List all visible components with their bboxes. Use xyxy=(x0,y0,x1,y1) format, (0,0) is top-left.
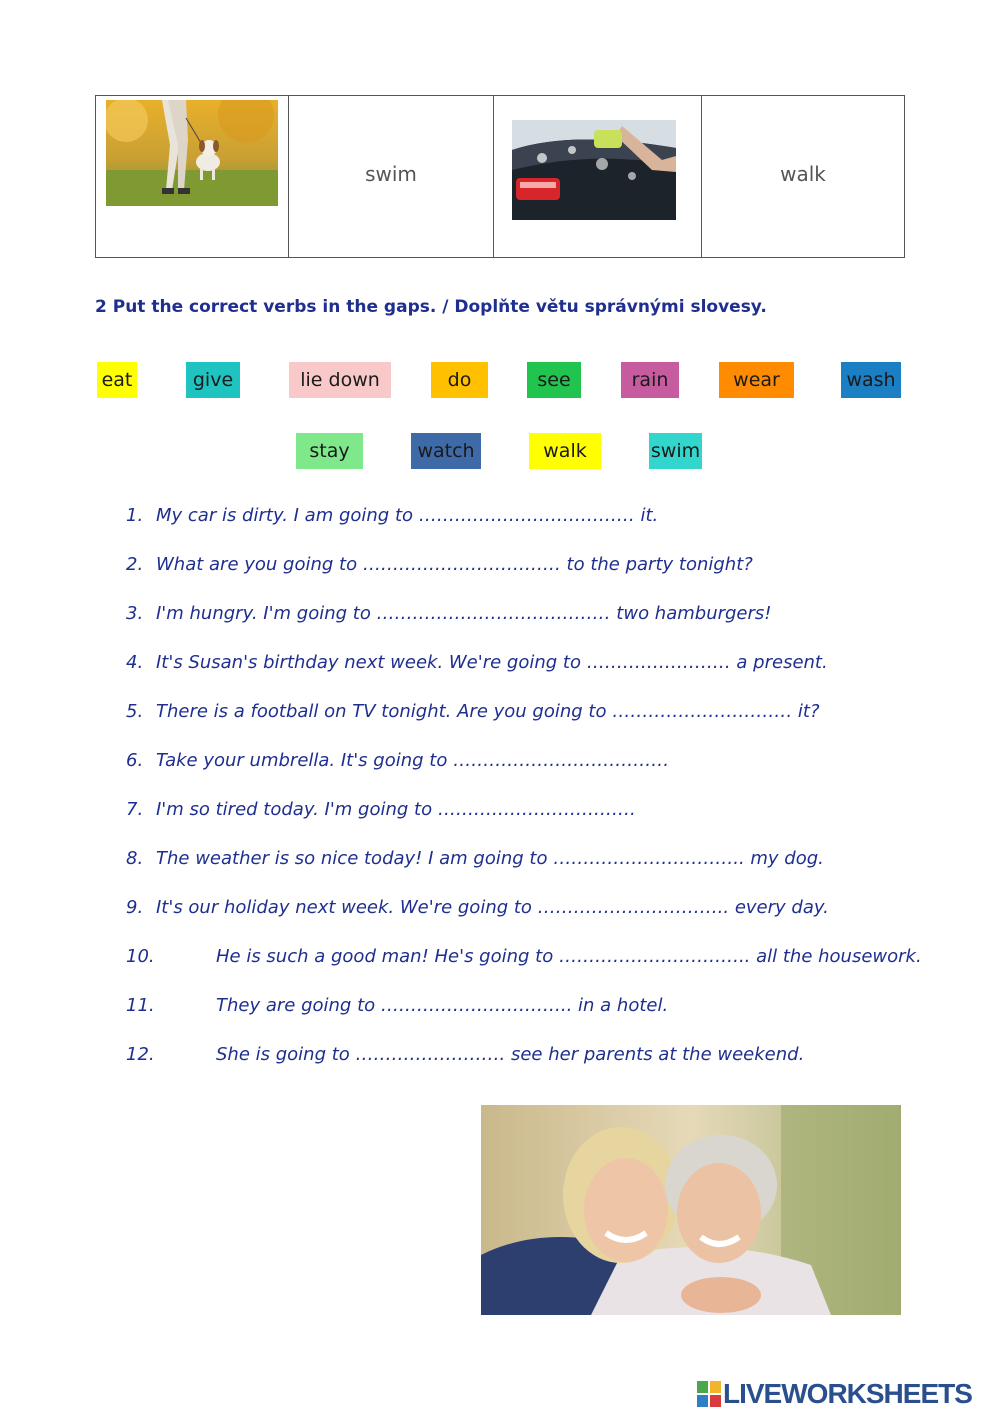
exercise-number: 3. xyxy=(126,603,144,624)
word-chip-wear[interactable]: wear xyxy=(719,362,794,398)
exercise-item xyxy=(126,995,986,1044)
dog-walking-image xyxy=(106,100,278,206)
exercise-number: 2. xyxy=(126,554,144,575)
women-hugging-photo xyxy=(481,1105,901,1315)
word-chip-wash[interactable]: wash xyxy=(841,362,901,398)
exercise-sentence[interactable]: There is a football on TV tonight. Are you going to ………………………… it? xyxy=(156,701,820,722)
logo-text: LIVEWORKSHEETS xyxy=(723,1378,972,1409)
word-chip-eat[interactable]: eat xyxy=(97,362,137,398)
exercise-item xyxy=(126,554,986,603)
exercise-number: 4. xyxy=(126,652,144,673)
table-cell-word-2 xyxy=(702,96,904,257)
exercise-sentence[interactable]: I'm so tired today. I'm going to …………………………… xyxy=(156,799,636,820)
word-chip-stay[interactable]: stay xyxy=(296,433,363,469)
exercise-sentence[interactable]: I'm hungry. I'm going to ………………………………… two hamburgers! xyxy=(156,603,772,624)
exercise-list xyxy=(126,505,986,1093)
exercise-item xyxy=(126,897,986,946)
exercise-sentence[interactable]: It's our holiday next week. We're going to ………………………….. every day. xyxy=(156,897,829,918)
word-chip-watch[interactable]: watch xyxy=(411,433,481,469)
exercise-number: 10. xyxy=(126,946,155,967)
word-chip-swim[interactable]: swim xyxy=(649,433,702,469)
logo-mark-icon xyxy=(697,1381,721,1407)
word-chip-walk[interactable]: walk xyxy=(529,433,601,469)
picture-table xyxy=(95,95,905,258)
exercise-number: 6. xyxy=(126,750,144,771)
exercise-item xyxy=(126,799,986,848)
exercise-item xyxy=(126,946,986,995)
cell-word-walk: walk xyxy=(780,162,826,186)
exercise-item xyxy=(126,652,986,701)
exercise-item xyxy=(126,1044,986,1093)
exercise-number: 5. xyxy=(126,701,144,722)
exercise-sentence[interactable]: She is going to ……………………. see her parents at the weekend. xyxy=(216,1044,805,1065)
exercise-number: 11. xyxy=(126,995,155,1016)
car-washing-image xyxy=(512,120,676,220)
cell-word-swim: swim xyxy=(365,162,417,186)
exercise-sentence[interactable]: My car is dirty. I am going to ……………………………… it. xyxy=(156,505,659,526)
exercise-item xyxy=(126,505,986,554)
exercise-number: 9. xyxy=(126,897,144,918)
exercise-number: 12. xyxy=(126,1044,155,1065)
liveworksheets-logo xyxy=(697,1378,972,1410)
exercise-number: 1. xyxy=(126,505,144,526)
exercise-item xyxy=(126,701,986,750)
exercise-sentence[interactable]: What are you going to …………………………… to the party tonight? xyxy=(156,554,753,575)
exercise-sentence[interactable]: They are going to ………………………….. in a hotel. xyxy=(216,995,669,1016)
exercise-number: 7. xyxy=(126,799,144,820)
exercise-item xyxy=(126,750,986,799)
exercise-sentence[interactable]: It's Susan's birthday next week. We're going to …………………… a present. xyxy=(156,652,828,673)
instruction-heading: 2 Put the correct verbs in the gaps. / Doplňte větu správnými slovesy. xyxy=(95,297,767,317)
exercise-sentence[interactable]: Take your umbrella. It's going to ……………………………… xyxy=(156,750,670,771)
exercise-sentence[interactable]: He is such a good man! He's going to ………………………….. all the housework. xyxy=(216,946,922,967)
exercise-number: 8. xyxy=(126,848,144,869)
word-chip-do[interactable]: do xyxy=(431,362,488,398)
exercise-item xyxy=(126,848,986,897)
exercise-sentence[interactable]: The weather is so nice today! I am going to ………………………….. my dog. xyxy=(156,848,824,869)
word-chip-rain[interactable]: rain xyxy=(621,362,679,398)
word-chip-see[interactable]: see xyxy=(527,362,581,398)
exercise-item xyxy=(126,603,986,652)
table-cell-word-1 xyxy=(289,96,494,257)
table-cell-image-1 xyxy=(96,96,289,257)
word-chip-lie-down[interactable]: lie down xyxy=(289,362,391,398)
table-cell-image-2 xyxy=(494,96,702,257)
word-chip-give[interactable]: give xyxy=(186,362,240,398)
